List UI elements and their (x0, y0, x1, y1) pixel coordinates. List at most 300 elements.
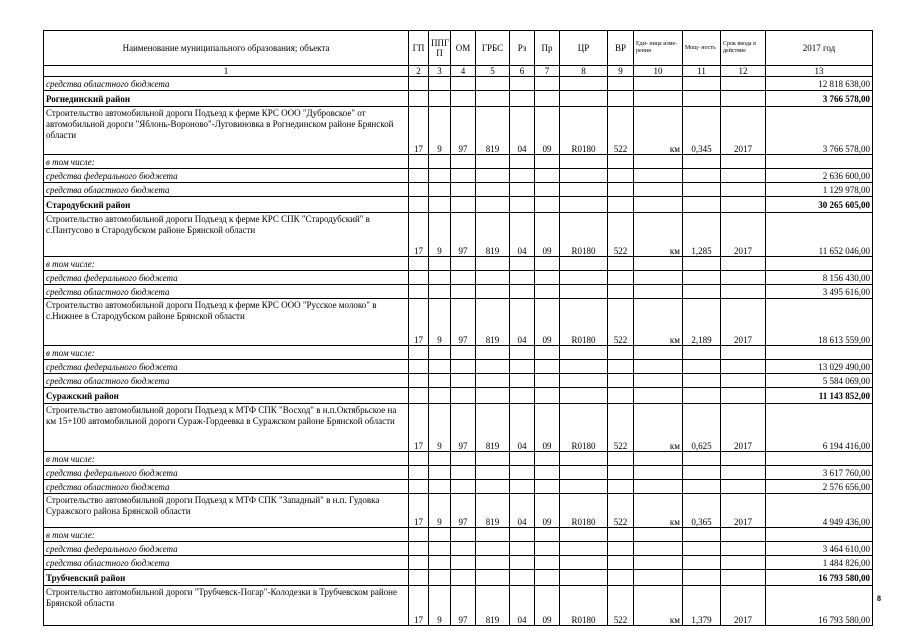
code-om: 97 (451, 586, 476, 626)
empty-cell (451, 388, 476, 404)
empty-cell (634, 91, 683, 107)
empty-cell (409, 77, 429, 91)
power-value: 0,345 (683, 107, 721, 155)
empty-cell (560, 360, 608, 374)
code-cr: R0180 (560, 107, 608, 155)
empty-cell (721, 542, 766, 556)
empty-cell (535, 480, 560, 494)
empty-cell (535, 388, 560, 404)
object-description: Строительство автомобильной дороги Подъезд к ферме КРС ООО "Дубровское" от автомобильной дороги "Яблонь-Вороново"-Луговиновка в Рогнединском районе Брянской области (44, 107, 409, 155)
unit-value: км (634, 299, 683, 346)
code-pr: 09 (535, 494, 560, 528)
col-header-name: Наименование муниципального образования; объекта (44, 31, 409, 66)
col-header-grbs: ГРБС (476, 31, 510, 66)
funding-source-label: в том числе: (44, 528, 409, 542)
col-header-gp: ГП (409, 31, 429, 66)
funding-row (44, 183, 873, 197)
empty-cell (560, 388, 608, 404)
empty-cell (510, 466, 535, 480)
code-vr: 522 (608, 299, 634, 346)
code-ppgp: 9 (429, 586, 451, 626)
funding-amount: 5 584 069,00 (766, 374, 873, 388)
term-value: 2017 (721, 213, 766, 257)
empty-cell (560, 77, 608, 91)
empty-cell (451, 466, 476, 480)
empty-cell (683, 452, 721, 466)
code-ppgp: 9 (429, 107, 451, 155)
funding-row (44, 257, 873, 271)
empty-cell (510, 91, 535, 107)
funding-row (44, 480, 873, 494)
code-vr: 522 (608, 586, 634, 626)
empty-cell (608, 570, 634, 586)
object-row (44, 494, 873, 528)
code-rz: 04 (510, 107, 535, 155)
empty-cell (510, 77, 535, 91)
empty-cell (608, 285, 634, 299)
empty-cell (510, 452, 535, 466)
empty-cell (560, 528, 608, 542)
empty-cell (634, 169, 683, 183)
empty-cell (608, 197, 634, 213)
empty-cell (510, 155, 535, 169)
empty-cell (451, 271, 476, 285)
power-value: 2,189 (683, 299, 721, 346)
code-om: 97 (451, 404, 476, 452)
funding-row (44, 556, 873, 570)
empty-cell (608, 556, 634, 570)
funding-amount: 2 576 656,00 (766, 480, 873, 494)
col-num: 7 (535, 66, 560, 77)
funding-amount: 3 617 760,00 (766, 466, 873, 480)
empty-cell (721, 360, 766, 374)
empty-cell (721, 197, 766, 213)
empty-cell (535, 360, 560, 374)
empty-cell (476, 257, 510, 271)
empty-cell (721, 285, 766, 299)
district-row (44, 570, 873, 586)
col-num: 12 (721, 66, 766, 77)
empty-cell (429, 197, 451, 213)
empty-cell (510, 388, 535, 404)
code-rz: 04 (510, 299, 535, 346)
empty-cell (429, 452, 451, 466)
funding-source-label: в том числе: (44, 155, 409, 169)
code-rz: 04 (510, 494, 535, 528)
empty-cell (429, 169, 451, 183)
empty-cell (535, 77, 560, 91)
empty-cell (429, 77, 451, 91)
code-ppgp: 9 (429, 213, 451, 257)
object-description: Строительство автомобильной дороги Подъезд к ферме КРС СПК "Стародубский" в с.Пантусово в Стародубском районе Брянской области (44, 213, 409, 257)
funding-amount: 3 464 610,00 (766, 542, 873, 556)
funding-row (44, 528, 873, 542)
empty-cell (409, 480, 429, 494)
empty-cell (721, 480, 766, 494)
empty-cell (683, 542, 721, 556)
empty-cell (510, 480, 535, 494)
empty-cell (683, 556, 721, 570)
code-pr: 09 (535, 213, 560, 257)
empty-cell (409, 169, 429, 183)
district-total: 3 766 578,00 (766, 91, 873, 107)
code-grbs: 819 (476, 107, 510, 155)
empty-cell (634, 183, 683, 197)
col-num: 5 (476, 66, 510, 77)
empty-cell (451, 542, 476, 556)
empty-cell (451, 77, 476, 91)
empty-cell (510, 556, 535, 570)
code-rz: 04 (510, 586, 535, 626)
district-total: 11 143 852,00 (766, 388, 873, 404)
code-rz: 04 (510, 404, 535, 452)
funding-row (44, 374, 873, 388)
empty-cell (683, 257, 721, 271)
term-value: 2017 (721, 404, 766, 452)
funding-source-label: средства областного бюджета (44, 374, 409, 388)
empty-cell (535, 374, 560, 388)
funding-row (44, 346, 873, 360)
empty-cell (476, 480, 510, 494)
col-num: 1 (44, 66, 409, 77)
empty-cell (560, 155, 608, 169)
funding-source-label: в том числе: (44, 257, 409, 271)
empty-cell (560, 374, 608, 388)
empty-cell (683, 466, 721, 480)
col-num: 9 (608, 66, 634, 77)
term-value: 2017 (721, 299, 766, 346)
col-header-ppgp: ППГ П (429, 31, 451, 66)
district-row (44, 91, 873, 107)
object-description: Строительство автомобильной дороги Подъезд к ферме КРС ООО "Русское молоко" в с.Нижнее в Стародубском районе Брянской области (44, 299, 409, 346)
empty-cell (429, 388, 451, 404)
empty-cell (429, 480, 451, 494)
empty-cell (721, 374, 766, 388)
power-value: 0,365 (683, 494, 721, 528)
funding-row (44, 285, 873, 299)
empty-cell (560, 197, 608, 213)
funding-source-label: средства областного бюджета (44, 285, 409, 299)
col-header-pr: Пр (535, 31, 560, 66)
code-grbs: 819 (476, 213, 510, 257)
object-amount: 4 949 436,00 (766, 494, 873, 528)
empty-cell (476, 271, 510, 285)
empty-cell (560, 183, 608, 197)
empty-cell (608, 466, 634, 480)
empty-cell (721, 77, 766, 91)
power-value: 0,625 (683, 404, 721, 452)
empty-cell (429, 257, 451, 271)
code-grbs: 819 (476, 586, 510, 626)
code-gp: 17 (409, 586, 429, 626)
empty-cell (510, 197, 535, 213)
empty-cell (535, 197, 560, 213)
col-header-term: Срок ввода в действие (721, 31, 766, 66)
empty-cell (451, 346, 476, 360)
funding-row (44, 360, 873, 374)
empty-cell (608, 374, 634, 388)
object-amount: 6 194 416,00 (766, 404, 873, 452)
unit-value: км (634, 586, 683, 626)
empty-cell (634, 197, 683, 213)
empty-cell (510, 528, 535, 542)
col-num: 8 (560, 66, 608, 77)
empty-cell (476, 183, 510, 197)
empty-cell (409, 360, 429, 374)
code-ppgp: 9 (429, 404, 451, 452)
col-header-cr: ЦР (560, 31, 608, 66)
funding-row (44, 169, 873, 183)
empty-cell (721, 466, 766, 480)
empty-cell (510, 346, 535, 360)
funding-source-label: средства федерального бюджета (44, 542, 409, 556)
empty-cell (634, 346, 683, 360)
empty-cell (683, 91, 721, 107)
empty-cell (535, 452, 560, 466)
empty-cell (560, 257, 608, 271)
funding-row (44, 466, 873, 480)
col-num: 13 (766, 66, 873, 77)
funding-row (44, 77, 873, 91)
empty-cell (409, 374, 429, 388)
empty-cell (721, 388, 766, 404)
unit-value: км (634, 213, 683, 257)
empty-cell (429, 528, 451, 542)
object-description: Строительство автомобильной дороги Подъезд к МТФ СПК "Западный" в н.п. Гудовка Суражского района Брянской области (44, 494, 409, 528)
empty-cell (409, 528, 429, 542)
empty-cell (476, 360, 510, 374)
funding-source-label: средства федерального бюджета (44, 169, 409, 183)
code-grbs: 819 (476, 494, 510, 528)
empty-cell (409, 346, 429, 360)
empty-cell (429, 183, 451, 197)
empty-cell (429, 466, 451, 480)
empty-cell (535, 556, 560, 570)
code-cr: R0180 (560, 404, 608, 452)
funding-amount: 12 818 638,00 (766, 77, 873, 91)
empty-cell (409, 91, 429, 107)
empty-cell (409, 197, 429, 213)
empty-cell (634, 271, 683, 285)
empty-cell (608, 480, 634, 494)
funding-amount (766, 528, 873, 542)
column-number-row (44, 66, 873, 77)
empty-cell (634, 285, 683, 299)
empty-cell (608, 528, 634, 542)
col-num: 2 (409, 66, 429, 77)
empty-cell (429, 556, 451, 570)
funding-amount: 1 129 978,00 (766, 183, 873, 197)
empty-cell (535, 528, 560, 542)
code-ppgp: 9 (429, 494, 451, 528)
empty-cell (608, 271, 634, 285)
empty-cell (683, 285, 721, 299)
empty-cell (451, 155, 476, 169)
code-pr: 09 (535, 299, 560, 346)
empty-cell (535, 285, 560, 299)
empty-cell (535, 257, 560, 271)
empty-cell (608, 257, 634, 271)
empty-cell (429, 374, 451, 388)
empty-cell (634, 570, 683, 586)
empty-cell (608, 91, 634, 107)
district-row (44, 197, 873, 213)
empty-cell (510, 183, 535, 197)
empty-cell (409, 155, 429, 169)
term-value: 2017 (721, 107, 766, 155)
empty-cell (683, 374, 721, 388)
empty-cell (721, 556, 766, 570)
object-row (44, 107, 873, 155)
empty-cell (608, 542, 634, 556)
district-name: Стародубский район (44, 197, 409, 213)
empty-cell (510, 542, 535, 556)
code-cr: R0180 (560, 299, 608, 346)
code-vr: 522 (608, 494, 634, 528)
district-row (44, 388, 873, 404)
funding-source-label: средства федерального бюджета (44, 271, 409, 285)
empty-cell (476, 452, 510, 466)
col-num: 6 (510, 66, 535, 77)
code-grbs: 819 (476, 299, 510, 346)
col-num: 3 (429, 66, 451, 77)
object-description: Строительство автомобильной дороги Подъезд к МТФ СПК "Восход" в н.п.Октябрьское на км 15+100 автомобильной дороги Сураж-Гордеевка в Суражском районе Брянской области (44, 404, 409, 452)
page-number: 8 (877, 594, 881, 603)
funding-amount (766, 346, 873, 360)
empty-cell (683, 271, 721, 285)
empty-cell (510, 257, 535, 271)
code-pr: 09 (535, 404, 560, 452)
empty-cell (476, 556, 510, 570)
empty-cell (510, 570, 535, 586)
empty-cell (634, 452, 683, 466)
empty-cell (683, 183, 721, 197)
empty-cell (535, 466, 560, 480)
empty-cell (535, 346, 560, 360)
empty-cell (721, 183, 766, 197)
empty-cell (721, 346, 766, 360)
header-row (44, 31, 873, 66)
empty-cell (429, 285, 451, 299)
code-om: 97 (451, 494, 476, 528)
funding-row (44, 452, 873, 466)
empty-cell (451, 360, 476, 374)
empty-cell (634, 155, 683, 169)
funding-amount: 13 029 490,00 (766, 360, 873, 374)
empty-cell (451, 556, 476, 570)
code-om: 97 (451, 107, 476, 155)
col-header-vr: ВР (608, 31, 634, 66)
object-row (44, 586, 873, 626)
empty-cell (535, 183, 560, 197)
empty-cell (608, 77, 634, 91)
empty-cell (535, 570, 560, 586)
empty-cell (721, 91, 766, 107)
empty-cell (721, 528, 766, 542)
empty-cell (429, 360, 451, 374)
empty-cell (451, 528, 476, 542)
empty-cell (683, 155, 721, 169)
empty-cell (535, 271, 560, 285)
empty-cell (560, 556, 608, 570)
term-value: 2017 (721, 586, 766, 626)
empty-cell (535, 91, 560, 107)
empty-cell (409, 271, 429, 285)
empty-cell (683, 77, 721, 91)
col-num: 11 (683, 66, 721, 77)
district-name: Трубчевский район (44, 570, 409, 586)
empty-cell (634, 466, 683, 480)
funding-source-label: средства федерального бюджета (44, 360, 409, 374)
empty-cell (476, 388, 510, 404)
code-gp: 17 (409, 213, 429, 257)
funding-amount: 8 156 430,00 (766, 271, 873, 285)
code-vr: 522 (608, 107, 634, 155)
empty-cell (451, 197, 476, 213)
district-total: 16 793 580,00 (766, 570, 873, 586)
empty-cell (608, 155, 634, 169)
empty-cell (535, 169, 560, 183)
col-num: 10 (634, 66, 683, 77)
empty-cell (510, 271, 535, 285)
empty-cell (510, 360, 535, 374)
empty-cell (560, 452, 608, 466)
code-cr: R0180 (560, 213, 608, 257)
empty-cell (608, 346, 634, 360)
empty-cell (634, 374, 683, 388)
empty-cell (721, 155, 766, 169)
object-row (44, 299, 873, 346)
empty-cell (451, 452, 476, 466)
code-pr: 09 (535, 586, 560, 626)
code-cr: R0180 (560, 494, 608, 528)
empty-cell (409, 452, 429, 466)
empty-cell (451, 183, 476, 197)
col-header-om: ОМ (451, 31, 476, 66)
empty-cell (560, 91, 608, 107)
col-header-power: Мощ- ность (683, 31, 721, 66)
object-description: Строительство автомобильной дороги "Трубчевск-Погар"-Колодезки в Трубчевском районе Брянской области (44, 586, 409, 626)
empty-cell (476, 374, 510, 388)
empty-cell (683, 346, 721, 360)
empty-cell (560, 570, 608, 586)
empty-cell (683, 480, 721, 494)
district-name: Суражский район (44, 388, 409, 404)
empty-cell (634, 257, 683, 271)
code-pr: 09 (535, 107, 560, 155)
empty-cell (409, 183, 429, 197)
funding-row (44, 271, 873, 285)
empty-cell (634, 542, 683, 556)
empty-cell (683, 570, 721, 586)
funding-source-label: средства областного бюджета (44, 556, 409, 570)
empty-cell (510, 374, 535, 388)
empty-cell (634, 480, 683, 494)
funding-amount: 1 484 826,00 (766, 556, 873, 570)
code-ppgp: 9 (429, 299, 451, 346)
empty-cell (409, 388, 429, 404)
empty-cell (476, 91, 510, 107)
empty-cell (429, 91, 451, 107)
term-value: 2017 (721, 494, 766, 528)
power-value: 1,285 (683, 213, 721, 257)
code-om: 97 (451, 299, 476, 346)
empty-cell (451, 285, 476, 299)
funding-amount: 3 495 616,00 (766, 285, 873, 299)
empty-cell (429, 271, 451, 285)
empty-cell (608, 183, 634, 197)
empty-cell (476, 197, 510, 213)
